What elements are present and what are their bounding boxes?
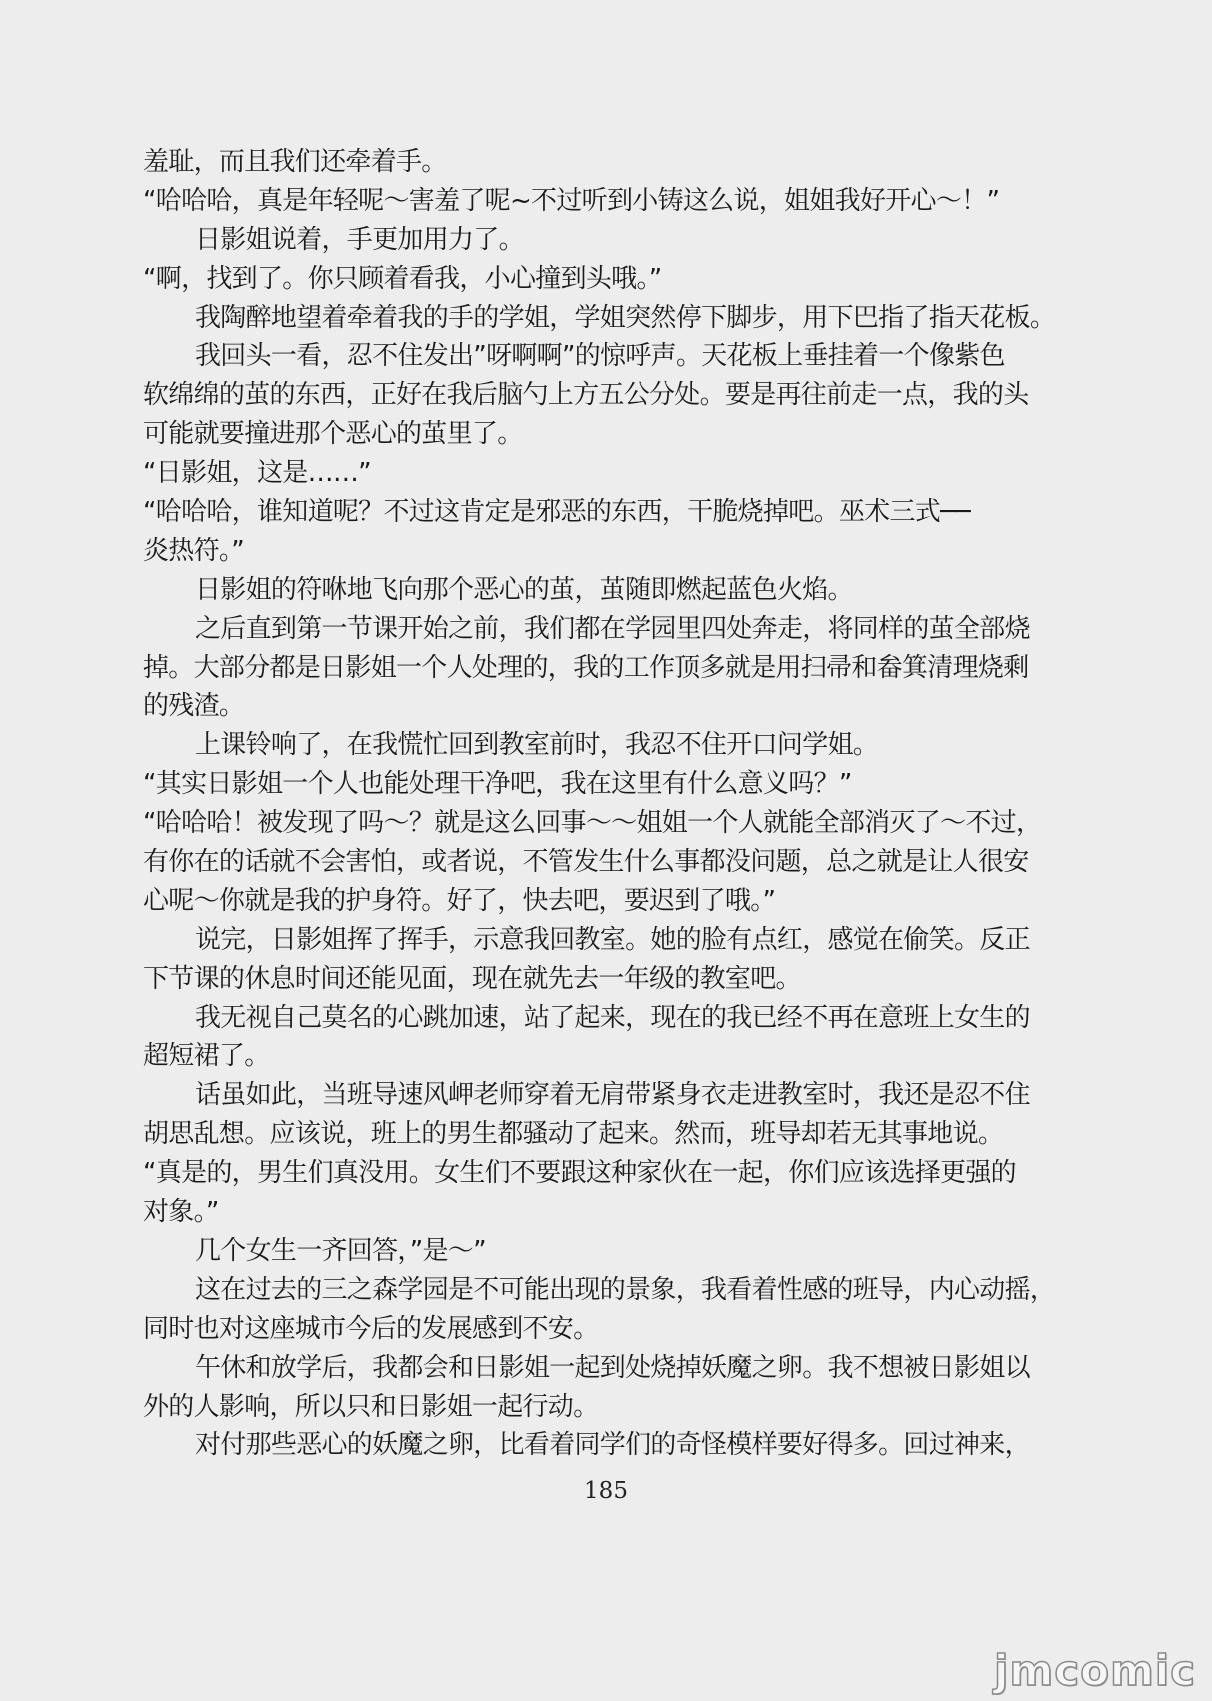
text-line: 羞耻，而且我们还牵着手。 (143, 147, 447, 177)
text-line: “哈哈哈！被发现了吗～？就是这么回事～～姐姐一个人就能全部消灭了～不过， (143, 808, 1042, 839)
text-line: 对象。” (143, 1197, 219, 1228)
text-line: 炎热符。” (143, 535, 244, 566)
text-line: 我无视自己莫名的心跳加速，站了起来，现在的我已经不再在意班上女生的 (195, 1002, 1030, 1033)
body-text (143, 143, 1083, 1465)
text-line: 午休和放学后，我都会和日影姐一起到处烧掉妖魔之卵。我不想被日影姐以 (195, 1352, 1030, 1383)
text-line: 日影姐说着，手更加用力了。 (195, 224, 524, 255)
page-number: 185 (584, 1478, 628, 1504)
text-line: 话虽如此，当班导速风岬老师穿着无肩带紧身衣走进教室时，我还是忍不住 (195, 1080, 1030, 1111)
text-line: 上课铃响了，在我慌忙回到教室前时，我忍不住开口问学姐。 (195, 730, 879, 761)
text-line: 可能就要撞进那个恶心的茧里了。 (143, 419, 523, 450)
text-line: “其实日影姐一个人也能处理干净吧，我在这里有什么意义吗？” (143, 769, 852, 800)
text-line: “真是的，男生们真没用。女生们不要跟这种家伙在一起，你们应该选择更强的 (143, 1158, 1016, 1189)
text-line: 同时也对这座城市今后的发展感到不安。 (143, 1313, 599, 1344)
text-line: 软绵绵的茧的东西，正好在我后脑勺上方五公分处。要是再往前走一点，我的头 (143, 380, 1029, 411)
text-line: 超短裙了。 (143, 1041, 270, 1072)
text-line: “哈哈哈，真是年轻呢～害羞了呢~不过听到小铸这么说，姐姐我好开心～！” (143, 185, 1000, 216)
text-line: 胡思乱想。应该说，班上的男生都骚动了起来。然而，班导却若无其事地说。 (143, 1119, 1004, 1150)
text-line: 掉。大部分都是日影姐一个人处理的，我的工作顶多就是用扫帚和畚箕清理烧剩 (143, 652, 1029, 683)
text-line: 有你在的话就不会害怕，或者说，不管发生什么事都没问题，总之就是让人很安 (143, 847, 1029, 878)
text-line: 心呢～你就是我的护身符。好了，快去吧，要迟到了哦。” (143, 885, 776, 916)
text-line: 我陶醉地望着牵着我的手的学姐，学姐突然停下脚步，用下巴指了指天花板。 (195, 302, 1056, 333)
text-line: 我回头一看，忍不住发出”呀啊啊”的惊呼声。天花板上垂挂着一个像紫色 (195, 341, 1005, 372)
text-line: 下节课的休息时间还能见面，现在就先去一年级的教室吧。 (143, 963, 801, 994)
text-line: 这在过去的三之森学园是不可能出现的景象，我看着性感的班导，内心动摇， (195, 1274, 1056, 1305)
text-line: “日影姐，这是……” (143, 458, 371, 489)
text-line: 说完，日影姐挥了挥手，示意我回教室。她的脸有点红，感觉在偷笑。反正 (195, 924, 1030, 955)
text-line: 日影姐的符咻地飞向那个恶心的茧，茧随即燃起蓝色火焰。 (195, 574, 853, 605)
text-line: 之后直到第一节课开始之前，我们都在学园里四处奔走，将同样的茧全部烧 (195, 613, 1030, 644)
watermark-logo: jmcomic (994, 1646, 1196, 1695)
text-line: 几个女生一齐回答，”是～” (195, 1235, 486, 1266)
text-line: 外的人影响，所以只和日影姐一起行动。 (143, 1391, 599, 1422)
text-line: “啊，找到了。你只顾着看我，小心撞到头哦。” (143, 263, 662, 294)
text-line: 的残渣。 (143, 691, 245, 722)
text-line: “哈哈哈，谁知道呢？不过这肯定是邪恶的东西，干脆烧掉吧。巫术三式── (143, 497, 970, 528)
text-line: 对付那些恶心的妖魔之卵，比看着同学们的奇怪模样要好得多。回过神来， (195, 1430, 1030, 1461)
